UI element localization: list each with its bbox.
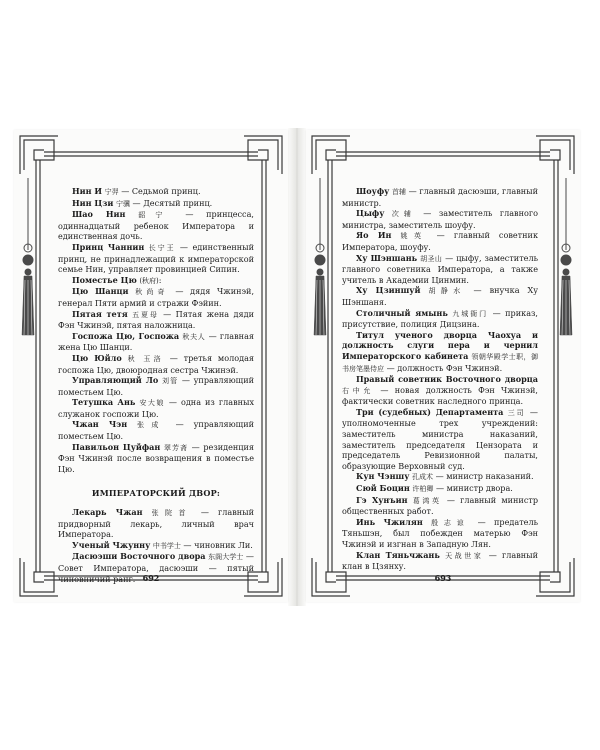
entry-term: Инь Чжилян	[356, 516, 423, 527]
entry-description: — управляющий поместьем Цю.	[58, 375, 254, 397]
entry-term: Гэ Хунъин	[356, 494, 408, 505]
entry-hanzi: 领朝华殿学士职，御书房笔墨侍应	[342, 352, 539, 373]
entry-hanzi: 宁骥	[115, 199, 130, 208]
glossary-entry	[58, 540, 254, 552]
entry-description: — цыфу, заместитель главного советника Императора, а также учитель в Академии Цинмин.	[342, 252, 539, 285]
entry-term: Управляющий Ло	[72, 375, 159, 386]
entry-description: — заместитель главного министра, заместитель шоуфу.	[342, 208, 538, 230]
entry-hanzi: (秋府)	[139, 276, 159, 285]
entry-description: — министр наказаний.	[433, 471, 534, 482]
entry-description: — главный министр общественных работ.	[342, 494, 539, 517]
glossary-entry	[342, 550, 538, 572]
entry-hanzi: 九城衙门	[452, 309, 489, 318]
glossary-entry	[58, 186, 254, 198]
entry-description: — дядя Чжинэй, генерал Пяти армий и стражи Фэйин.	[58, 286, 255, 308]
entry-hanzi: 秋 玉洛	[127, 354, 164, 363]
entry-description: — Десятый принц.	[129, 197, 213, 208]
entry-description: — главный дасюэши, главный министр.	[342, 186, 539, 208]
glossary-entry	[342, 208, 538, 230]
entry-term: Дасюэши Восточного двора	[72, 551, 206, 562]
entry-term: Госпожа Цю, Госпожа	[72, 330, 180, 341]
entry-term: Ученый Чжунну	[72, 539, 151, 550]
entry-term: Яо Ин	[356, 230, 392, 241]
entry-term: Цыфу	[356, 208, 385, 219]
entry-hanzi: 天战世家	[445, 551, 484, 560]
entry-description: — третья молодая госпожа Цю, двоюродная сестра Чжинэй.	[58, 352, 254, 375]
page-number: 693	[434, 573, 452, 583]
entry-description: — управляющий поместьем Цю.	[58, 419, 254, 442]
glossary-entry	[342, 285, 538, 307]
tassel-ornament	[22, 178, 34, 335]
entry-term: Чжан Чэн	[72, 419, 128, 430]
entry-hanzi: 次辅	[391, 210, 416, 219]
entry-term: Шао Нин	[72, 209, 126, 220]
entry-description: — предатель Тяньшэн, был побежден матерью Фэн Чжинэй и изгнан в Западную Лян.	[342, 516, 539, 549]
entry-term: Павильон Цуйфан	[72, 441, 161, 452]
entry-term: Правый советник Восточного дворца	[356, 374, 538, 385]
entry-hanzi: 宁羿	[104, 188, 119, 196]
glossary-entry	[58, 442, 254, 475]
glossary-entry	[58, 507, 254, 540]
entry-hanzi: 右中允	[342, 386, 375, 395]
glossary-entry	[342, 471, 538, 483]
entry-term: Три (судебных) Департамента	[356, 406, 504, 417]
entry-hanzi: 张成	[137, 421, 166, 430]
glossary-entry	[342, 374, 538, 407]
entry-hanzi: 葛鸿英	[412, 496, 442, 505]
entry-term: Цю Юйло	[72, 352, 122, 363]
entry-description: — главный придворный лекарь, личный врач Императора.	[58, 507, 255, 540]
entry-description: — Седьмой принц.	[118, 186, 201, 196]
tassel-ornament	[560, 178, 572, 335]
left-text-block	[58, 186, 255, 584]
entry-description: — Пятая жена дяди Фэн Чжинэй, пятая наложница.	[58, 308, 255, 331]
glossary-entry	[342, 308, 538, 330]
glossary-subheading	[58, 275, 254, 287]
entry-term: Столичный ямынь	[356, 307, 448, 318]
entry-description: — министр двора.	[433, 483, 513, 494]
entry-description: — принцесса, одиннадцатый ребенок Императора и единственная дочь.	[58, 209, 254, 242]
entry-description: — главный советник Императора, шоуфу.	[342, 230, 539, 252]
entry-hanzi: 秋夫人	[182, 332, 206, 341]
entry-hanzi: 许柏卿	[412, 485, 434, 494]
entry-description: — одна из главных служанок госпожи Цю.	[58, 397, 255, 419]
entry-description: — новая должность Фэн Чжинэй, фактически советник наследного принца.	[342, 384, 539, 407]
entry-hanzi: 姚英	[400, 232, 428, 241]
entry-hanzi: 长宁王	[148, 243, 176, 252]
right-text-block	[342, 186, 538, 578]
entry-hanzi: 中书学士	[152, 541, 181, 550]
entry-term: Поместье Цю	[72, 274, 137, 285]
entry-term: Ху Шэншань	[356, 252, 418, 263]
glossary-entry	[342, 407, 538, 472]
entry-description: — резиденция Фэн Чжинэй после возвращения в поместье Цю.	[58, 441, 255, 474]
entry-hanzi: 胡静水	[428, 287, 466, 296]
entry-term: Кун Чэншу	[356, 471, 410, 482]
entry-term: Пятая тетя	[72, 308, 128, 319]
entry-hanzi: 五夏母	[132, 310, 159, 319]
glossary-entry	[342, 495, 538, 517]
glossary-entry	[58, 375, 254, 397]
entry-term: Титул ученого дворца Чаохуа и должность слуги пера и чернил Императорского кабинета	[342, 329, 538, 361]
entry-hanzi: 东阁大学士	[208, 553, 244, 562]
entry-description: — чиновник Ли.	[180, 539, 253, 550]
entry-hanzi: 三司	[507, 408, 526, 417]
right-page	[306, 130, 580, 602]
entry-description: — главный клан в Цзянху.	[342, 549, 539, 572]
glossary-entry	[342, 230, 538, 252]
entry-term: Нин И	[72, 186, 103, 196]
entry-description: — единственный принц, не принадлежащий к императорской семье Нин, управляет провинцией Сипин.	[58, 241, 255, 275]
entry-hanzi: 胡圣山	[420, 254, 443, 263]
left-page	[14, 130, 288, 602]
glossary-entry	[58, 331, 254, 353]
glossary-entry	[342, 330, 538, 374]
tassel-ornament	[314, 178, 326, 335]
entry-description: — должность Фэн Чжинэй.	[384, 362, 503, 373]
entry-hanzi: 殷志谅	[431, 518, 470, 527]
entry-term: Шоуфу	[356, 186, 390, 196]
glossary-entry	[58, 209, 254, 242]
entry-term: Цю Шанци	[72, 286, 129, 297]
entry-term: Клан Тяньчжань	[356, 549, 440, 560]
entry-term: Сюй Боцин	[356, 483, 410, 494]
entry-description: — уполномоченные трех учреждений: заместитель министра наказаний, заместитель председателя Цензората и председатель Ревизионной палаты, образующие Верховный суд.	[342, 406, 538, 471]
page-number: 692	[142, 573, 160, 583]
entry-term: Принц Чаннин	[72, 241, 145, 252]
glossary-entry	[342, 253, 538, 286]
entry-description: :	[158, 274, 162, 285]
entry-description: — Совет Императора, дасюэши — пятый чиновничий ранг.	[58, 551, 254, 584]
glossary-entry	[342, 517, 538, 550]
entry-description: — приказ, присутствие, полиция Дицзина.	[342, 307, 539, 330]
entry-term: Лекарь Чжан	[72, 507, 143, 518]
glossary-entry	[58, 198, 254, 210]
glossary-entry	[58, 309, 254, 331]
entry-hanzi: 孔成术	[412, 473, 433, 482]
entry-description: — главная жена Цю Шанци.	[58, 330, 255, 353]
glossary-entry	[342, 186, 538, 208]
entry-hanzi: 翠芳斋	[163, 443, 189, 452]
glossary-entry	[58, 286, 254, 308]
entry-term: Ху Цзиншуй	[356, 285, 421, 296]
entry-hanzi: 刘管	[161, 377, 179, 386]
entry-hanzi: 安大娘	[139, 399, 165, 408]
glossary-entry	[58, 397, 254, 419]
entry-hanzi: 首辅	[391, 188, 407, 196]
entry-hanzi: 韶宁	[138, 211, 173, 220]
glossary-entry	[58, 419, 254, 441]
glossary-entry	[58, 242, 254, 275]
entry-description: — внучка Ху Шэншаня.	[342, 285, 539, 307]
glossary-entry	[58, 353, 254, 375]
entry-term: Нин Цзи	[72, 197, 114, 208]
glossary-entry	[342, 483, 538, 495]
entry-hanzi: 秋尚奇	[135, 288, 169, 297]
section-title: ИМПЕРАТОРСКИЙ ДВОР:	[91, 488, 221, 499]
entry-hanzi: 张院首	[151, 509, 192, 518]
entry-term: Тетушка Ань	[72, 397, 136, 408]
book-gutter	[288, 128, 306, 606]
